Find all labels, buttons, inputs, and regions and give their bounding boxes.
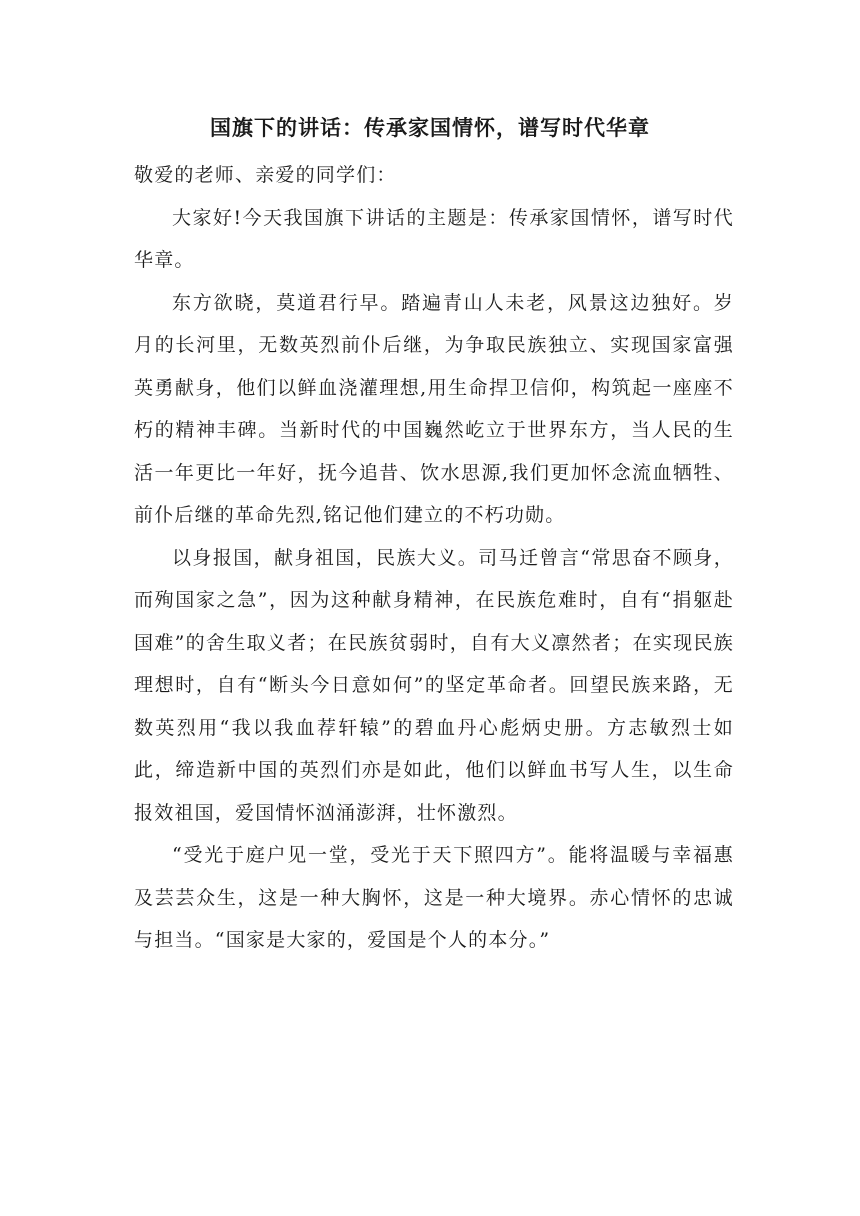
document-title: 国旗下的讲话：传承家国情怀，谱写时代华章 <box>210 116 650 140</box>
paragraph-patriotism: “受光于庭户见一堂，受光于天下照四方”。能将温暖与幸福惠及芸芸众生，这是一种大胸怀，这是一种大境界。赤心情怀的忠诚与担当。“国家是大家的，爱国是个人的本分。” <box>134 844 734 951</box>
salutation: 敬爱的老师、亲爱的同学们： <box>134 164 397 186</box>
paragraph-martyrs: 东方欲晓，莫道君行早。踏遍青山人未老，风景这边独好。岁月的长河里，无数英烈前仆后继，为争取民族独立、实现国家富强英勇献身，他们以鲜血浇灌理想,用生命捍卫信仰，构筑起一座座不朽的精神丰碑。当新时代的中国巍然屹立于世界东方，当人民的生活一年更比一年好，抚今追昔、饮水思源,我们更加怀念流血牺牲、前仆后继的革命先烈,铭记他们建立的不朽功勋。 <box>134 291 734 526</box>
paragraph-greeting: 大家好!今天我国旗下讲话的主题是：传承家国情怀，谱写时代华章。 <box>134 206 734 271</box>
document-body <box>134 154 734 962</box>
paragraph-devotion: 以身报国，献身祖国，民族大义。司马迁曾言“常思奋不顾身，而殉国家之急”，因为这种献身精神，在民族危难时，自有“捐躯赴国难”的舍生取义者；在民族贫弱时，自有大义凛然者；在实现民族理想时，自有“断头今日意如何”的坚定革命者。回望民族来路，无数英烈用“我以我血荐轩辕”的碧血丹心彪炳史册。方志敏烈士如此，缔造新中国的英烈们亦是如此，他们以鲜血书写人生，以生命报效祖国，爱国情怀汹涌澎湃，壮怀激烈。 <box>134 546 734 824</box>
